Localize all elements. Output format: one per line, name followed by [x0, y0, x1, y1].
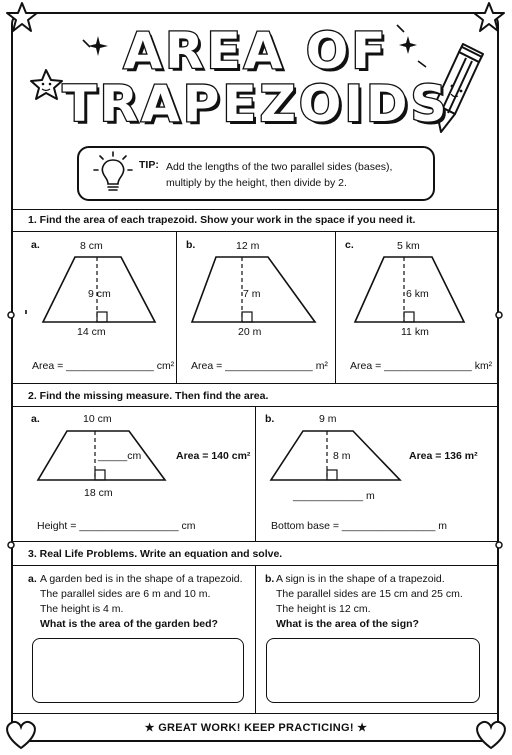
title-line-2: TRAPEZOIDS — [62, 75, 450, 133]
answer-line-2b: Bottom base = ________________ m — [271, 520, 448, 532]
top-base-label: 10 cm — [83, 413, 112, 425]
given-area: Area = 140 cm² — [176, 450, 251, 462]
answer-blank[interactable]: _______________ — [384, 360, 472, 372]
section2-heading: 2. Find the missing measure. Then find the area. — [28, 390, 269, 402]
bottom-base-label: 18 cm — [84, 487, 113, 499]
divider — [11, 383, 499, 384]
height-label: 6 km — [406, 288, 429, 300]
divider — [11, 713, 499, 714]
column-divider — [255, 406, 256, 541]
top-base-label: 8 cm — [80, 240, 103, 252]
answer-box[interactable] — [32, 638, 244, 703]
answer-line-1b: Area = _______________ m² — [191, 360, 328, 372]
height-blank[interactable]: _____cm — [98, 450, 142, 462]
top-base-label: 12 m — [236, 240, 260, 252]
top-base-label: 9 m — [319, 413, 337, 425]
footer-message: ★ GREAT WORK! KEEP PRACTICING! ★ — [144, 722, 368, 734]
given-area: Area = 136 m² — [409, 450, 478, 462]
column-divider — [335, 231, 336, 383]
problem-text-line: The parallel sides are 6 m and 10 m. — [40, 588, 211, 600]
height-label: 9 cm — [88, 288, 111, 300]
problem-question: What is the area of the sign? — [276, 618, 419, 630]
problem-letter: b. — [265, 573, 275, 585]
tip-label: TIP: — [139, 159, 159, 171]
problem-text-line: The height is 4 m. — [40, 603, 124, 615]
column-divider — [176, 231, 177, 383]
problem-letter: a. — [28, 573, 37, 585]
problem-letter: b. — [186, 239, 196, 251]
answer-box[interactable] — [266, 638, 480, 703]
problem-letter: b. — [265, 413, 275, 425]
height-label: 7 m — [243, 288, 261, 300]
top-base-label: 5 km — [397, 240, 420, 252]
tip-text: Add the lengths of the two parallel sides (bases), multiply by the height, then divide by 2. — [166, 161, 393, 189]
bottom-base-label: 14 cm — [77, 326, 106, 338]
bottom-base-label: 11 km — [401, 326, 429, 338]
section1-heading: 1. Find the area of each trapezoid. Show your work in the space if you need it. — [28, 214, 416, 226]
divider — [11, 541, 499, 542]
problem-text-line: The parallel sides are 15 cm and 25 cm. — [276, 588, 463, 600]
problem-letter: a. — [31, 413, 40, 425]
answer-blank[interactable]: _________________ — [79, 520, 179, 532]
problem-letter: a. — [31, 239, 40, 251]
problem-text-line: A garden bed is in the shape of a trapezoid. — [40, 573, 243, 585]
answer-line-2a: Height = _________________ cm — [37, 520, 196, 532]
answer-line-1a: Area = _______________ cm² — [32, 360, 175, 372]
problem-letter: c. — [345, 239, 354, 251]
divider — [11, 209, 499, 210]
title-line-1: AREA OF — [123, 22, 389, 80]
section3-heading: 3. Real Life Problems. Write an equation and solve. — [28, 548, 283, 560]
problem-text-line: The height is 12 cm. — [276, 603, 371, 615]
answer-line-1c: Area = _______________ km² — [350, 360, 493, 372]
column-divider — [255, 565, 256, 713]
lightbulb-icon — [93, 151, 133, 197]
problem-question: What is the area of the garden bed? — [40, 618, 218, 630]
answer-blank[interactable]: _______________ — [225, 360, 313, 372]
problem-text-line: A sign is in the shape of a trapezoid. — [276, 573, 445, 585]
bottom-base-blank[interactable]: ____________ m — [293, 490, 375, 502]
answer-blank[interactable]: ________________ — [341, 520, 436, 532]
bottom-base-label: 20 m — [238, 326, 262, 338]
height-label: 8 m — [333, 450, 351, 462]
answer-blank[interactable]: _______________ — [66, 360, 154, 372]
divider — [11, 231, 499, 232]
